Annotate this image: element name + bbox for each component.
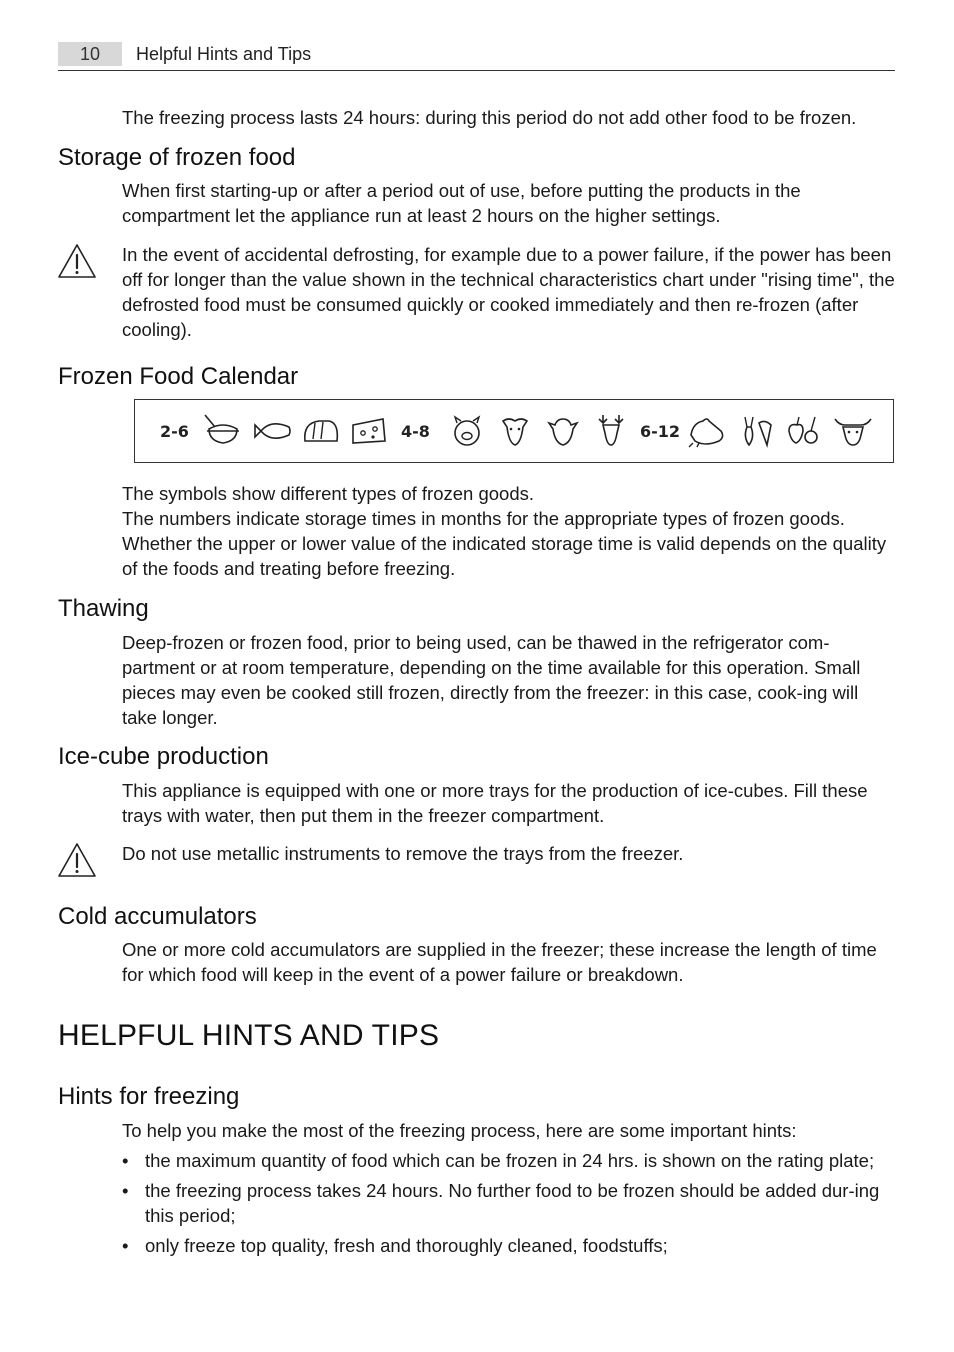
list-item: [122, 1233, 897, 1258]
cow-icon: [833, 413, 873, 449]
list-item-text: the maximum quantity of food which can be frozen in 24 hrs. is shown on the rating plate;: [145, 1150, 875, 1171]
ice-heading: Ice-cube production: [58, 743, 269, 770]
cold-heading: Cold accumulators: [58, 903, 257, 930]
thawing-text: Deep-frozen or frozen food, prior to being used, can be thawed in the refrigerator com-partment or at room temperature, depending on the time available for this operation. Small pieces may even be cooked still frozen, directly from the freezer: in this case, cook-ing will take longer.: [122, 632, 861, 728]
warning-icon: [57, 842, 97, 878]
warning-icon: [57, 243, 97, 279]
storage-warning-text: In the event of accidental defrosting, for example due to a power failure, if the power has been off for longer than the value shown in the technical characteristics chart under "rising time", the defrosted food must be consumed quickly or cooked immediately and then re-frozen (after cooling).: [122, 244, 895, 340]
calendar-text-2: The numbers indicate storage times in months for the appropriate types of frozen goods. Whether the upper or lower value of the indicated storage time is valid depends on the quality of the foods and treating before freezing.: [122, 508, 887, 579]
thawing-block: [122, 630, 897, 730]
ice-text: This appliance is equipped with one or more trays for the production of ice-cubes. Fill these trays with water, then put them in the freezer compartment.: [122, 780, 868, 826]
sheep-icon: [543, 413, 583, 449]
frozen-food-calendar: [134, 399, 894, 463]
intro-text: The freezing process lasts 24 hours: during this period do not add other food to be frozen.: [122, 107, 857, 128]
ice-block: [122, 778, 897, 828]
cheese-icon: [349, 413, 389, 449]
bullet: •: [122, 1150, 129, 1171]
running-title: Helpful Hints and Tips: [136, 44, 312, 64]
list-item: [122, 1178, 897, 1228]
vegetables-icon: [737, 413, 777, 449]
hints-list: [122, 1148, 897, 1258]
cold-text: One or more cold accumulators are supplied in the freezer; these increase the length of time for which food will keep in the event of a power failure or breakdown.: [122, 939, 877, 985]
poultry-icon: [687, 413, 727, 449]
bullet: •: [122, 1235, 129, 1256]
intro-block: [122, 105, 897, 130]
hints-intro: To help you make the most of the freezing process, here are some important hints:: [122, 1120, 797, 1141]
storage-text: When first starting-up or after a period out of use, before putting the products in the compartment let the appliance run at least 2 hours on the higher settings.: [122, 180, 801, 226]
ice-warning-text: Do not use metallic instruments to remove the trays from the freezer.: [122, 843, 684, 864]
storage-time-4-8: 4-8: [401, 422, 430, 441]
calendar-heading: Frozen Food Calendar: [58, 363, 299, 390]
soup-pot-icon: [201, 413, 241, 449]
hints-heading: Hints for freezing: [58, 1083, 240, 1110]
storage-warning-block: [122, 242, 897, 342]
calf-icon: [495, 413, 535, 449]
storage-time-2-6: 2-6: [160, 422, 189, 441]
page-number: 10: [58, 42, 122, 66]
deer-icon: [591, 413, 631, 449]
section-title: HELPFUL HINTS AND TIPS: [58, 1019, 440, 1052]
fish-icon: [253, 413, 293, 449]
calendar-text-block: [122, 481, 897, 581]
fruit-icon: [785, 413, 825, 449]
list-item-text: only freeze top quality, fresh and thoroughly cleaned, foodstuffs;: [145, 1235, 668, 1256]
calendar-text-1: The symbols show different types of frozen goods.: [122, 483, 535, 504]
ice-warning-block: [122, 841, 897, 866]
thawing-heading: Thawing: [58, 595, 149, 622]
cold-block: [122, 937, 897, 987]
storage-time-6-12: 6-12: [640, 422, 681, 441]
list-item-text: the freezing process takes 24 hours. No further food to be frozen should be added dur-ing this period;: [145, 1180, 880, 1226]
page-header: [58, 40, 895, 71]
bullet: •: [122, 1180, 129, 1201]
hints-block: [122, 1118, 897, 1263]
list-item: [122, 1148, 897, 1173]
storage-heading: Storage of frozen food: [58, 144, 296, 171]
bread-icon: [301, 413, 341, 449]
pig-icon: [447, 413, 487, 449]
storage-block: [122, 178, 897, 228]
